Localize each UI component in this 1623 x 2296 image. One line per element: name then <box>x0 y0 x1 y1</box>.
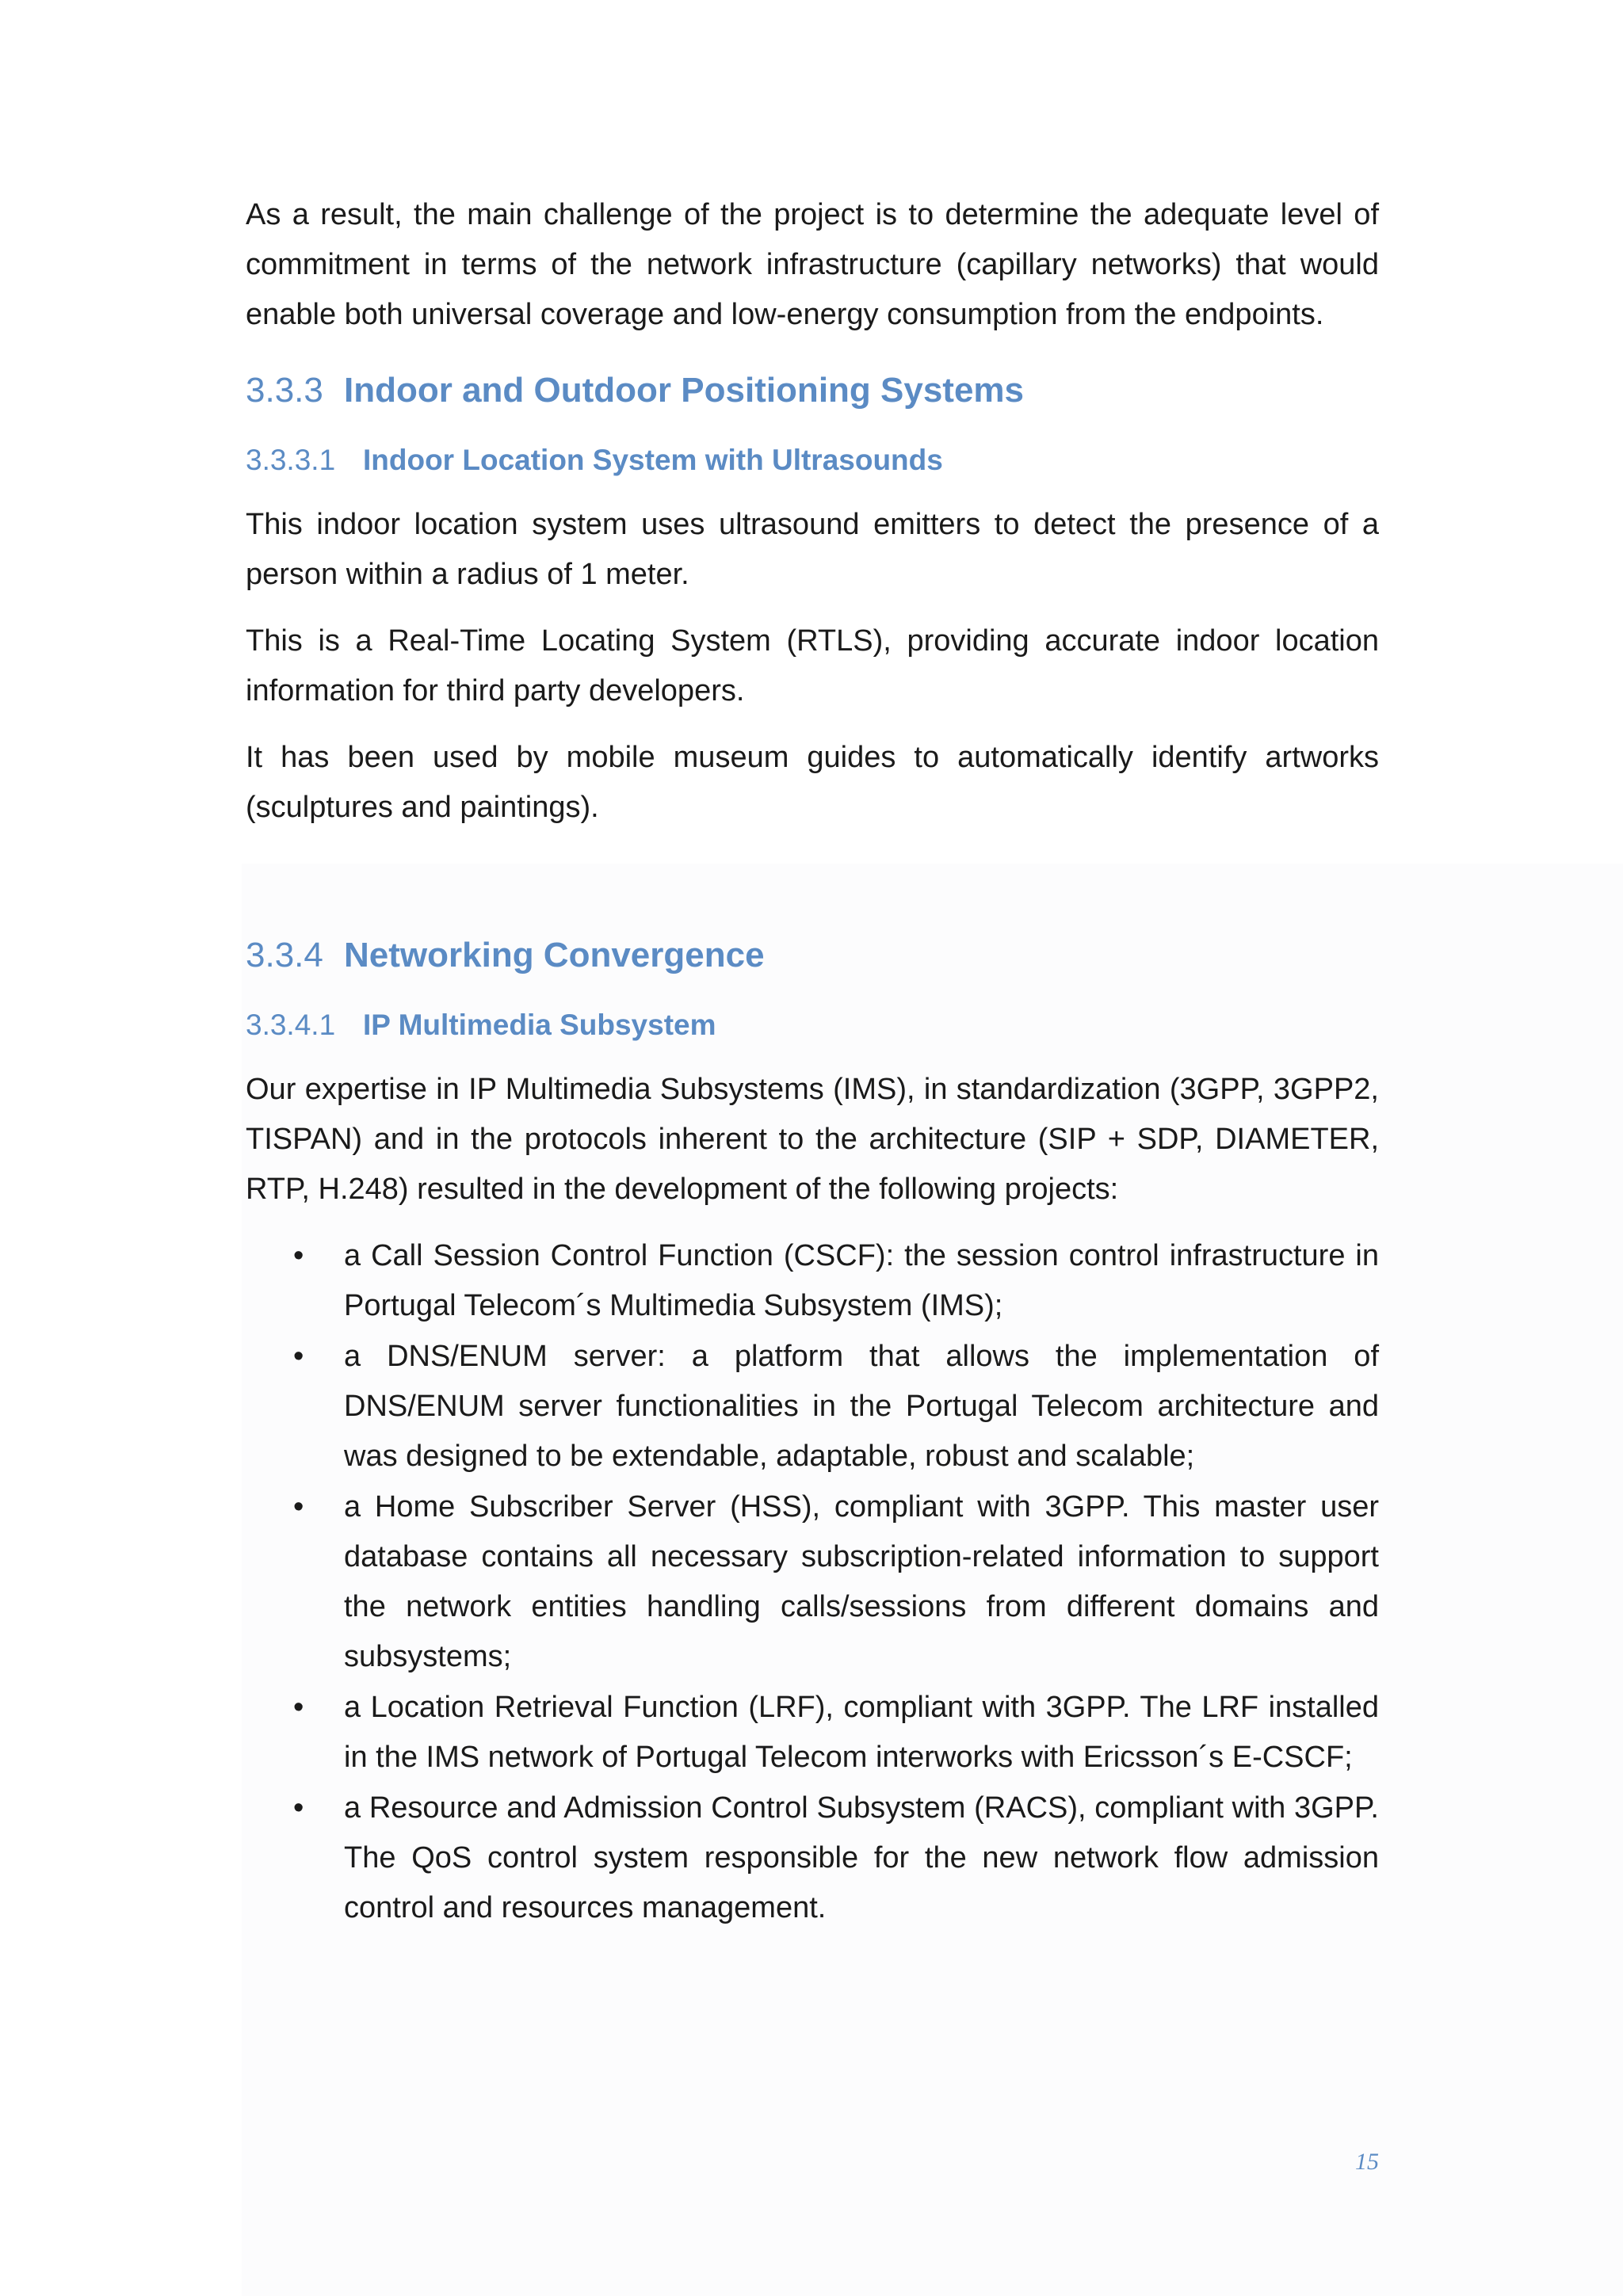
paragraph: This indoor location system uses ultrasound emitters to detect the presence of a person within a radius of 1 meter. <box>246 508 1379 591</box>
intro-paragraph: As a result, the main challenge of the project is to determine the adequate level of commitment in terms of the network infrastructure (capillary networks) that would enable both universal coverage and low-energy consumption from the endpoints. <box>246 198 1379 331</box>
list-item-text: a Location Retrieval Function (LRF), compliant with 3GPP. The LRF installed in the IMS network of Portugal Telecom interworks with Ericsson´s E-CSCF; <box>344 1691 1379 1774</box>
section-spacer <box>246 849 1379 932</box>
list-item <box>246 1783 1379 1933</box>
bullet-icon: • <box>293 1791 304 1825</box>
subsection-heading-3-3-3-1 <box>246 437 1379 484</box>
list-item <box>246 1482 1379 1682</box>
page-content <box>246 190 1379 1934</box>
list-item-text: a DNS/ENUM server: a platform that allows the implementation of DNS/ENUM server functionalities in the Portugal Telecom architecture and was designed to be extendable, adaptable, robust and scalable; <box>344 1340 1379 1473</box>
section-heading-3-3-3 <box>246 367 1379 414</box>
paragraph: Our expertise in IP Multimedia Subsystems (IMS), in standardization (3GPP, 3GPP2, TISPAN) and in the protocols inherent to the architecture (SIP + SDP, DIAMETER, RTP, H.248) resulted in the development of the following projects: <box>246 1073 1379 1206</box>
paragraph: It has been used by mobile museum guides to automatically identify artworks (sculptures and paintings). <box>246 741 1379 824</box>
project-list <box>246 1231 1379 1933</box>
list-item-text: a Home Subscriber Server (HSS), compliant with 3GPP. This master user database contains all necessary subscription-related information to support the network entities handling calls/sessions from different domains and subsystems; <box>344 1490 1379 1673</box>
list-item <box>246 1683 1379 1783</box>
list-item-text: a Call Session Control Function (CSCF): the session control infrastructure in Portugal Telecom´s Multimedia Subsystem (IMS); <box>344 1239 1379 1322</box>
bullet-icon: • <box>293 1490 304 1524</box>
list-item <box>246 1231 1379 1331</box>
subsection-number: 3.3.4.1 <box>246 1009 336 1041</box>
list-item <box>246 1332 1379 1482</box>
section-title: Indoor and Outdoor Positioning Systems <box>344 371 1025 410</box>
list-item-text: a Resource and Admission Control Subsystem (RACS), compliant with 3GPP. The QoS control system responsible for the new network flow admission control and resources management. <box>344 1791 1379 1924</box>
subsection-title: Indoor Location System with Ultrasounds <box>363 444 943 476</box>
subsection-number: 3.3.3.1 <box>246 444 336 476</box>
section-title: Networking Convergence <box>344 936 765 974</box>
section-number: 3.3.4 <box>246 936 323 974</box>
bullet-icon: • <box>293 1239 304 1272</box>
bullet-icon: • <box>293 1691 304 1724</box>
section-heading-3-3-4 <box>246 932 1379 979</box>
bullet-icon: • <box>293 1340 304 1373</box>
section-number: 3.3.3 <box>246 371 323 410</box>
subsection-title: IP Multimedia Subsystem <box>363 1009 716 1041</box>
subsection-heading-3-3-4-1 <box>246 1001 1379 1049</box>
paragraph: This is a Real-Time Locating System (RTLS), providing accurate indoor location information for third party developers. <box>246 624 1379 707</box>
page-number: 15 <box>1355 2149 1379 2175</box>
